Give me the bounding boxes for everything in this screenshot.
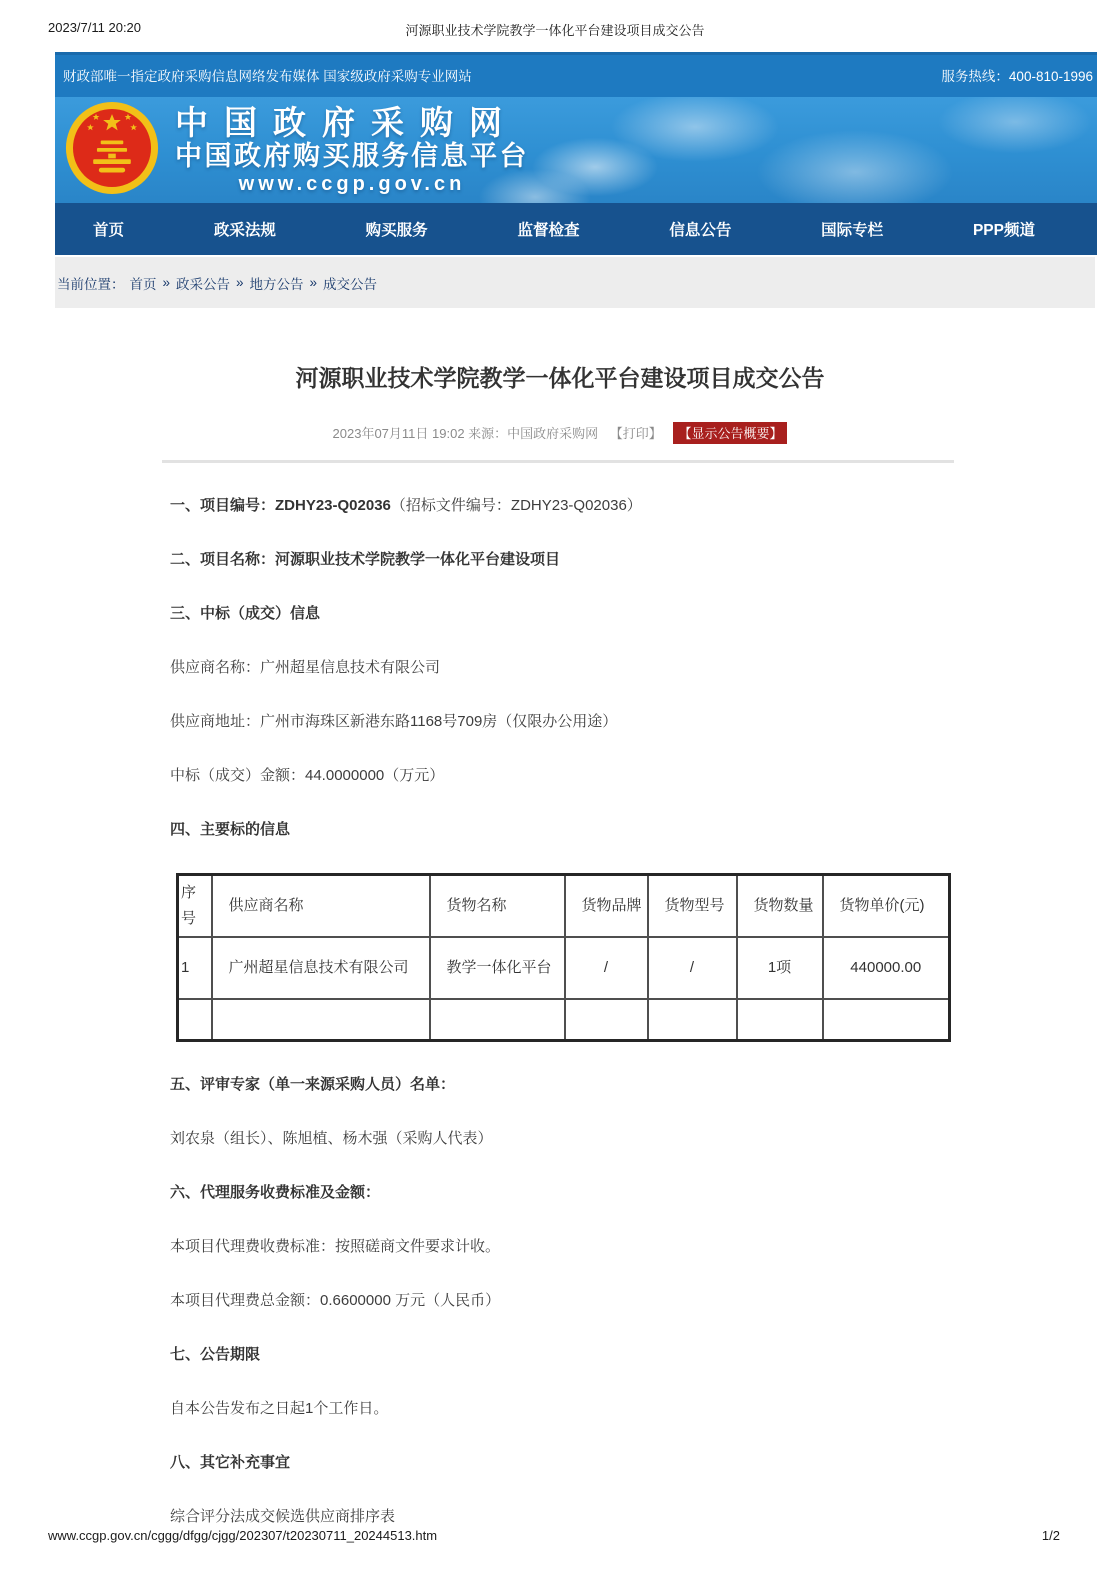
cell-empty <box>430 999 565 1041</box>
col-header-unit-price: 货物单价(元) <box>823 875 950 937</box>
section-project-number-bold: 一、项目编号：ZDHY23-Q02036 <box>170 497 391 514</box>
breadcrumb-separator: » <box>236 275 244 290</box>
breadcrumb-label: 当前位置： <box>57 276 125 292</box>
header-topbar <box>55 52 1097 97</box>
print-datetime: 2023/7/11 20:20 <box>48 20 142 35</box>
print-footer <box>48 1528 1060 1543</box>
col-header-brand: 货物品牌 <box>565 875 648 937</box>
print-page-title: 河源职业技术学院教学一体化平台建设项目成交公告 <box>405 23 705 38</box>
col-header-supplier: 供应商名称 <box>212 875 430 937</box>
breadcrumb-local-notices[interactable]: 地方公告 <box>249 276 304 292</box>
section-experts-heading: 五、评审专家（单一来源采购人员）名单： <box>170 1076 456 1093</box>
cell-brand: / <box>565 937 648 999</box>
nav-item-supervision[interactable]: 监督检查 <box>517 222 580 239</box>
cell-quantity: 1项 <box>737 937 823 999</box>
nav-item-regulations[interactable]: 政采法规 <box>213 222 276 239</box>
breadcrumb-home[interactable]: 首页 <box>129 276 157 292</box>
site-url: www.ccgp.gov.cn <box>238 172 466 195</box>
service-hotline: 服务热线：400-810-1996 <box>941 68 1093 84</box>
section-agency-fee-heading: 六、代理服务收费标准及金额： <box>170 1184 381 1201</box>
article-meta-info: 2023年07月11日 19:02 来源：中国政府采购网 <box>332 426 599 441</box>
nav-item-home[interactable]: 首页 <box>93 222 125 239</box>
goods-table-row <box>178 937 950 999</box>
breadcrumb-separator: » <box>162 275 171 290</box>
section-main-subject-heading: 四、主要标的信息 <box>170 821 291 838</box>
nav-item-ppp-channel[interactable]: PPP频道 <box>972 222 1035 239</box>
cell-supplier: 广州超星信息技术有限公司 <box>212 937 430 999</box>
section-award-info-heading: 三、中标（成交）信息 <box>170 605 321 622</box>
national-emblem-icon <box>65 101 159 200</box>
notice-period-text: 自本公告发布之日起1个工作日。 <box>170 1400 389 1417</box>
section-other-matters-heading: 八、其它补充事宜 <box>170 1454 291 1471</box>
article <box>170 340 950 1560</box>
cell-empty <box>212 999 430 1041</box>
main-navigation <box>55 203 1097 255</box>
supplier-name: 供应商名称：广州超星信息技术有限公司 <box>170 659 441 676</box>
col-header-goods-name: 货物名称 <box>430 875 565 937</box>
section-project-number-normal: （招标文件编号：ZDHY23-Q02036） <box>390 497 642 514</box>
print-button[interactable]: 【打印】 <box>609 426 662 441</box>
breadcrumb-separator: » <box>309 275 318 290</box>
meta-divider <box>162 460 954 463</box>
breadcrumb-deal-notices[interactable]: 成交公告 <box>323 276 378 292</box>
col-header-model: 货物型号 <box>648 875 737 937</box>
cell-empty <box>565 999 648 1041</box>
experts-list: 刘农泉（组长）、陈旭植、杨木强（采购人代表） <box>170 1130 493 1147</box>
site-subtitle: 中国政府购买服务信息平台 <box>175 140 529 171</box>
breadcrumb <box>55 257 1095 308</box>
agency-fee-standard: 本项目代理费收费标准：按照磋商文件要求计收。 <box>170 1238 501 1255</box>
cell-unit-price: 440000.00 <box>823 937 950 999</box>
other-matters-text: 综合评分法成交候选供应商排序表 <box>170 1508 396 1525</box>
print-header <box>48 20 1062 38</box>
breadcrumb-procurement-notices[interactable]: 政采公告 <box>176 276 231 292</box>
section-notice-period-heading: 七、公告期限 <box>170 1346 261 1363</box>
site-header <box>55 52 1097 255</box>
site-banner <box>55 97 1097 203</box>
nav-item-international[interactable]: 国际专栏 <box>821 222 884 239</box>
goods-table <box>176 873 951 1042</box>
cell-empty <box>178 999 212 1041</box>
article-meta <box>170 422 950 440</box>
cell-empty <box>737 999 823 1041</box>
section-project-name: 二、项目名称：河源职业技术学院教学一体化平台建设项目 <box>170 551 561 568</box>
article-title: 河源职业技术学院教学一体化平台建设项目成交公告 <box>295 365 825 391</box>
cell-empty <box>648 999 737 1041</box>
section-project-number <box>170 495 950 517</box>
nav-item-purchase-service[interactable]: 购买服务 <box>365 222 428 239</box>
cell-serial: 1 <box>178 937 212 999</box>
goods-table-empty-row <box>178 999 950 1041</box>
site-logo-text[interactable] <box>175 105 529 196</box>
topbar-slogan: 财政部唯一指定政府采购信息网络发布媒体 国家级政府采购专业网站 <box>63 68 472 84</box>
nav-item-announcements[interactable]: 信息公告 <box>669 222 732 239</box>
cell-model: / <box>648 937 737 999</box>
cell-goods-name: 教学一体化平台 <box>430 937 565 999</box>
show-summary-button[interactable]: 【显示公告概要】 <box>673 422 787 444</box>
award-amount: 中标（成交）金额：44.0000000（万元） <box>170 767 445 784</box>
goods-table-header-row <box>178 875 950 937</box>
supplier-address: 供应商地址：广州市海珠区新港东路1168号709房（仅限办公用途） <box>170 713 618 730</box>
col-header-serial: 序号 <box>178 875 212 937</box>
agency-fee-total: 本项目代理费总金额：0.6600000 万元（人民币） <box>170 1292 501 1309</box>
print-footer-page-number: 1/2 <box>1041 1528 1060 1543</box>
print-footer-url: www.ccgp.gov.cn/cggg/dfgg/cjgg/202307/t20230711_20244513.htm <box>48 1528 438 1543</box>
col-header-quantity: 货物数量 <box>737 875 823 937</box>
site-name: 中国政府采购网 <box>175 103 518 141</box>
cell-empty <box>823 999 950 1041</box>
